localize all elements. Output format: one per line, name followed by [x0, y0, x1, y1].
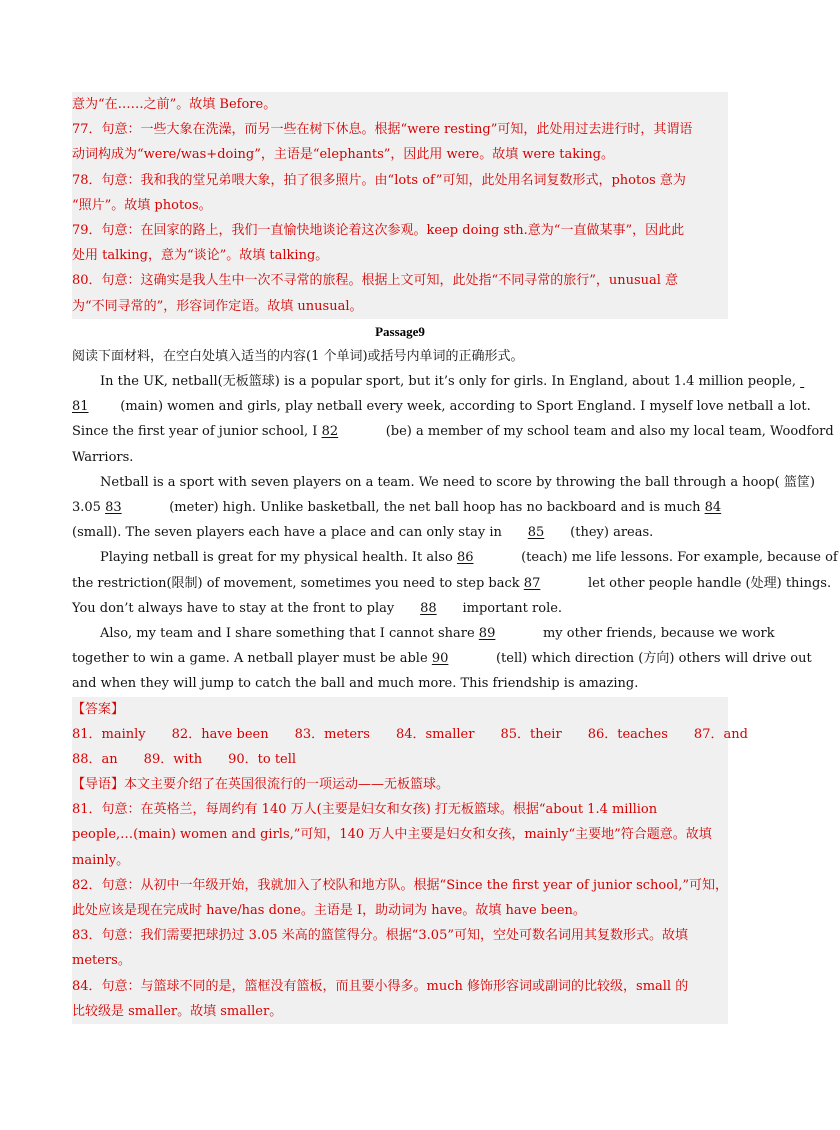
blank-83: 83 [105, 500, 122, 515]
passage-text: Playing netball is great for my physical health. It also [100, 550, 453, 566]
passage-line: Warriors. [72, 449, 134, 465]
passage-line [72, 394, 811, 419]
explanation-block-top [72, 92, 728, 319]
blank-90: 90 [431, 651, 449, 667]
passage-line: Netball is a sport with seven players on a team. We need to score by throwing the ball through a hoop( 篮筐) [100, 474, 815, 490]
blank-81: 81 [72, 399, 89, 415]
answer-item: 84．smaller [395, 726, 475, 742]
passage-line [72, 369, 796, 394]
passage-text: (they) areas. [570, 525, 654, 541]
passage-text: (be) a member of my school team and also my local team, Woodford [385, 424, 834, 440]
answer-item: 82．have been [171, 726, 269, 742]
explanation-line: 79．句意：在回家的路上，我们一直愉快地谈论着这次参观。keep doing sth.意为“一直做某事”，因此此 [72, 222, 685, 238]
answer-item: 81．mainly [72, 726, 146, 742]
passage-text: my other friends, because we work [542, 625, 775, 641]
passage-line [72, 520, 728, 545]
passage-text: (small). The seven players each have a place and can only stay in [72, 525, 502, 541]
answers-row [72, 747, 728, 772]
passage-text: let other people handle (处理) things. [587, 575, 832, 591]
blank-84: 84 [704, 500, 722, 515]
passage-text: (main) women and girls, play netball every week, according to Sport England. I myself love netball a lot. [120, 399, 811, 415]
document-page [72, 92, 838, 1024]
guide-line: 【导语】本文主要介绍了在英国很流行的一项运动——无板篮球。 [72, 777, 450, 793]
answers-row [72, 722, 748, 747]
blank-89: 89 [478, 625, 496, 641]
answer-item: 87．and [693, 726, 748, 742]
explanation-line: 为“不同寻常的”，形容词作定语。故填 unusual。 [72, 298, 363, 314]
explanation-line: “照片”。故填 photos。 [72, 197, 212, 213]
passage-text: Also, my team and I share something that I cannot share [100, 625, 475, 641]
blank-87: 87 [523, 575, 541, 591]
explanation-line: 78．句意：我和我的堂兄弟喂大象，拍了很多照片。由“lots of”可知，此处用名词复数形式，photos 意为 [72, 172, 686, 188]
explanation-line: 意为“在……之前”。故填 Before。 [72, 97, 277, 112]
passage-text: In the UK, netball(无板篮球) is a popular sport, but it’s only for girls. In England, about 1.4 million people, [100, 374, 796, 390]
answer-item: 83．meters [294, 726, 370, 742]
blank-88: 88 [420, 600, 437, 616]
explanation-line: 77．句意：一些大象在洗澡，而另一些在树下休息。根据“were resting”可知，此处用过去进行时，其谓语 [72, 122, 693, 138]
passage-text: the restriction(限制) of movement, sometimes you need to step back [72, 575, 520, 591]
answer-heading: 【答案】 [72, 701, 125, 717]
passage-line [72, 495, 728, 520]
explanation-line: 83．句意：我们需要把球扔过 3.05 米高的篮筐得分。根据“3.05”可知，空处可数名词用其复数形式。故填 [72, 928, 688, 944]
explanation-line: 81．句意：在英格兰，每周约有 140 万人(主要是妇女和女孩) 打无板篮球。根据“about 1.4 million [72, 802, 658, 818]
explanation-line: 比较级是 smaller。故填 smaller。 [72, 1003, 283, 1019]
passage-line [72, 596, 728, 621]
passage-text: (tell) which direction (方向) others will drive out [495, 651, 812, 667]
passage-line [72, 419, 834, 444]
explanation-line: people,…(main) women and girls,”可知，140 万人中主要是妇女和女孩，mainly“主要地”符合题意。故填 [72, 827, 712, 843]
explanation-line: meters。 [72, 953, 131, 969]
answer-item: 86．teaches [587, 726, 668, 742]
passage-title: Passage9 [375, 323, 425, 339]
explanation-line: 84．句意：与篮球不同的是，篮框没有篮板，而且要小得多。much 修饰形容词或副词的比较级，small 的 [72, 978, 689, 994]
explanation-line: 处用 talking，意为“谈论”。故填 talking。 [72, 248, 329, 264]
passage-line [72, 545, 838, 570]
passage-text: together to win a game. A netball player must be able [72, 651, 428, 667]
passage-text: important role. [462, 600, 563, 616]
answer-item: 88．an [72, 751, 118, 767]
passage-text: You don’t always have to stay at the front to play [72, 600, 395, 616]
explanation-line: 80．句意：这确实是我人生中一次不寻常的旅程。根据上文可知，此处指“不同寻常的旅行”，unusual 意 [72, 273, 679, 289]
passage-text: (teach) me life lessons. For example, because of [521, 550, 838, 566]
passage-text: (meter) high. Unlike basketball, the net ball hoop has no backboard and is much [169, 500, 701, 515]
passage-line: and when they will jump to catch the ball and much more. This friendship is amazing. [72, 676, 639, 692]
blank-82: 82 [321, 424, 339, 440]
blank-86: 86 [456, 550, 474, 566]
answer-item: 89．with [143, 751, 203, 767]
explanation-line: 动词构成为“were/was+doing”，主语是“elephants”，因此用 were。故填 were taking。 [72, 147, 614, 163]
explanation-line: 82．句意：从初中一年级开始，我就加入了校队和地方队。根据“Since the first year of junior school,”可知， [72, 877, 728, 893]
answer-item: 90．to tell [228, 751, 297, 767]
passage-text: 3.05 [72, 500, 101, 515]
answer-block [72, 697, 748, 1024]
passage-text: Since the first year of junior school, I [72, 424, 318, 440]
passage-line [72, 646, 812, 671]
answer-item: 85．their [500, 726, 562, 742]
explanation-line: 此处应该是现在完成时 have/has done。主语是 I，助动词为 have。故填 have been。 [72, 903, 586, 918]
explanation-line: mainly。 [72, 852, 130, 868]
instruction: 阅读下面材料，在空白处填入适当的内容(1 个单词)或括号内单词的正确形式。 [72, 348, 524, 364]
blank-85: 85 [527, 525, 545, 541]
passage-line [72, 571, 832, 596]
passage-line [72, 621, 775, 646]
